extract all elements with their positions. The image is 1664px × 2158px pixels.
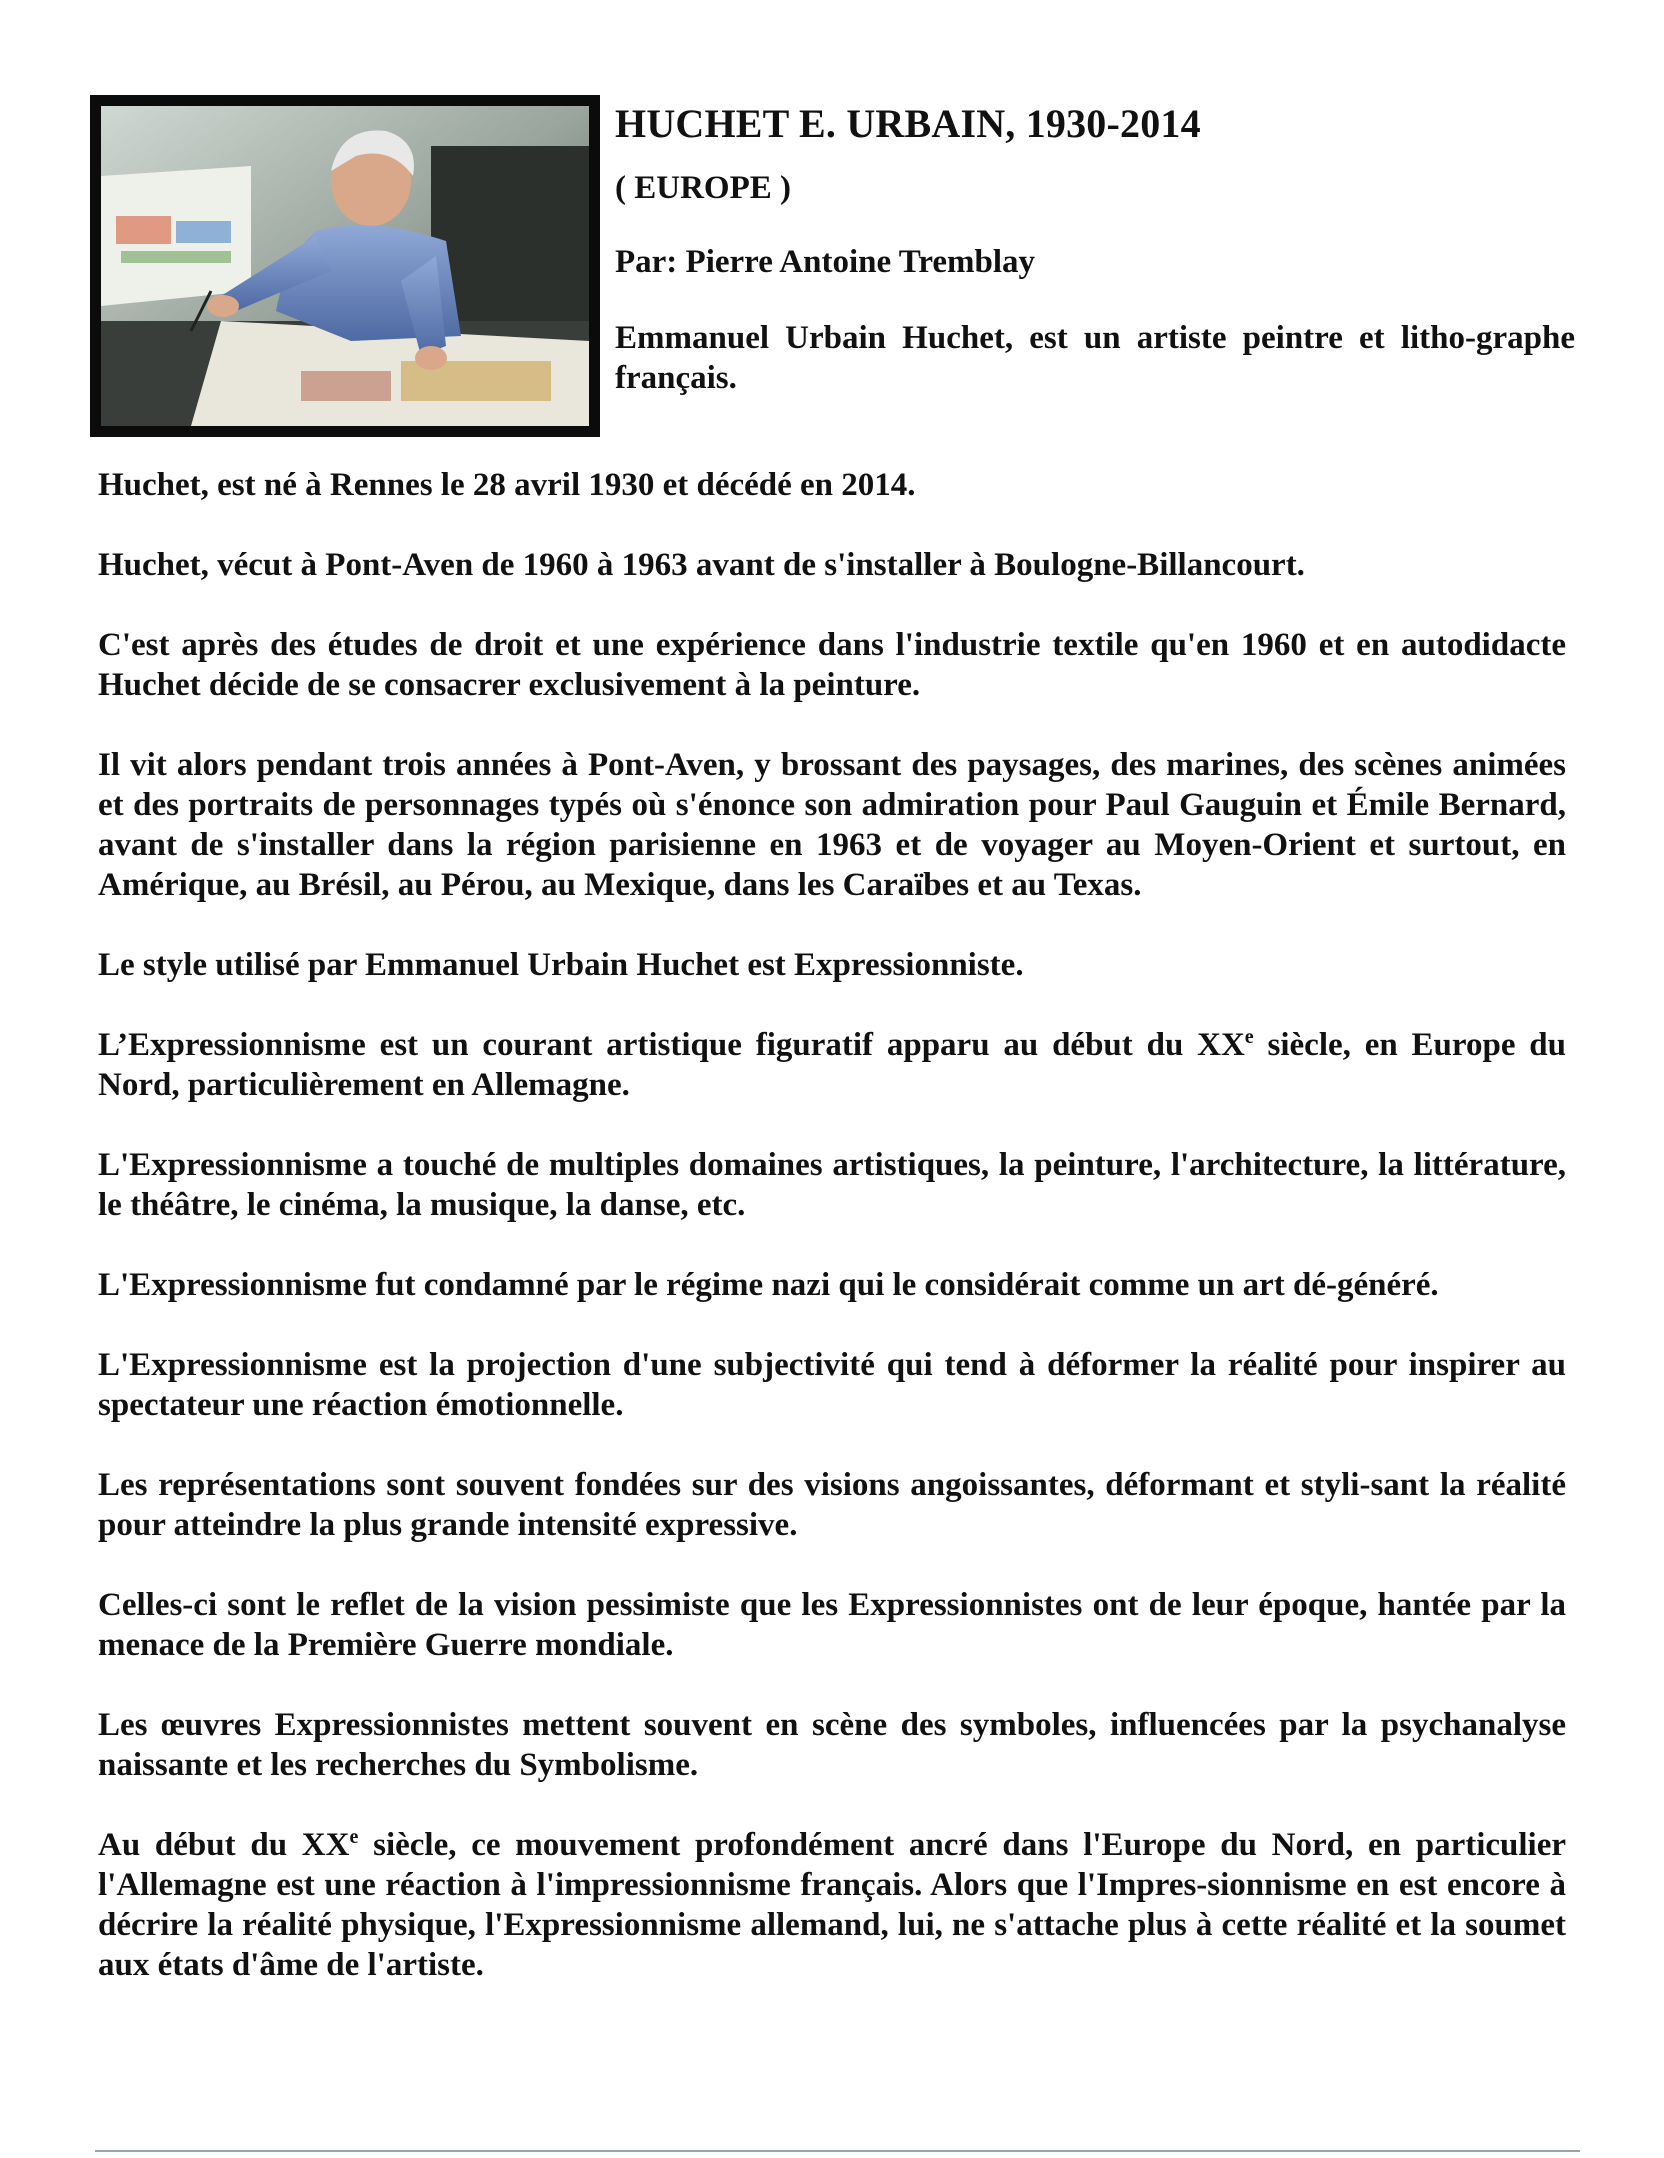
- article-body: [98, 465, 1566, 2025]
- paragraph: [98, 1025, 1566, 1105]
- artist-photo-image: [101, 106, 589, 426]
- bottom-divider: [95, 2150, 1580, 2152]
- paragraph: L'Expressionnisme fut condamné par le régime nazi qui le considérait comme un art dé-généré.: [98, 1267, 1439, 1303]
- paragraph: Le style utilisé par Emmanuel Urbain Huchet est Expressionniste.: [98, 947, 1024, 983]
- paragraph: Huchet, vécut à Pont-Aven de 1960 à 1963 avant de s'installer à Boulogne-Billancourt.: [98, 547, 1305, 583]
- paragraph: Celles-ci sont le reflet de la vision pessimiste que les Expressionnistes ont de leur époque, hantée par la menace de la Première Guerre mondiale.: [98, 1587, 1566, 1663]
- article-header: [615, 100, 1575, 398]
- paragraph: Huchet, est né à Rennes le 28 avril 1930 et décédé en 2014.: [98, 467, 916, 503]
- paragraph-text: siècle, ce mouvement profondément ancré dans l'Europe du Nord, en particulier l'Allemagne est une réaction à l'impressionnisme français. Alors que l'Impres-sionnisme en est encore à décrire la réalité physique, l'Expressionnisme allemand, lui, ne s'attache plus à cette réalité et la soumet aux états d'âme de l'artiste.: [98, 1827, 1567, 1983]
- superscript: e: [349, 1826, 359, 1848]
- paragraph: L'Expressionnisme est la projection d'une subjectivité qui tend à déformer la réalité pour inspirer au spectateur une réaction émotionnelle.: [98, 1347, 1566, 1423]
- paragraph-text: L’Expressionnisme est un courant artistique figuratif apparu au début du XX: [98, 1027, 1245, 1063]
- paragraph: C'est après des études de droit et une expérience dans l'industrie textile qu'en 1960 et en autodidacte Huchet décide de se consacrer exclusivement à la peinture.: [98, 627, 1566, 703]
- paragraph-text: siècle, en Europe du Nord, particulièrement en Allemagne.: [98, 1027, 1566, 1103]
- paragraph: Les représentations sont souvent fondées sur des visions angoissantes, déformant et styli-sant la réalité pour atteindre la plus grande intensité expressive.: [98, 1467, 1566, 1543]
- superscript: e: [1244, 1026, 1254, 1048]
- paragraph-text: Au début du XX: [98, 1827, 350, 1863]
- article-title: HUCHET E. URBAIN, 1930-2014: [615, 101, 1201, 146]
- paragraph: Les œuvres Expressionnistes mettent souvent en scène des symboles, influencées par la psychanalyse naissante et les recherches du Symbolisme.: [98, 1707, 1566, 1783]
- article-author: Par: Pierre Antoine Tremblay: [615, 244, 1036, 280]
- paragraph: Il vit alors pendant trois années à Pont-Aven, y brossant des paysages, des marines, des scènes animées et des portraits de personnages typés où s'énonce son admiration pour Paul Gauguin et Émile Bernard, avant de s'installer dans la région parisienne en 1963 et de voyager au Moyen-Orient et surtout, en Amérique, au Brésil, au Pérou, au Mexique, dans les Caraïbes et au Texas.: [98, 747, 1566, 903]
- paragraph: L'Expressionnisme a touché de multiples domaines artistiques, la peinture, l'architecture, la littérature, le théâtre, le cinéma, la musique, la danse, etc.: [98, 1147, 1566, 1223]
- artist-photo: [90, 95, 600, 437]
- intro-paragraph: Emmanuel Urbain Huchet, est un artiste peintre et litho-graphe français.: [615, 320, 1575, 396]
- article-region: ( EUROPE ): [615, 170, 791, 206]
- paragraph: [98, 1825, 1566, 1985]
